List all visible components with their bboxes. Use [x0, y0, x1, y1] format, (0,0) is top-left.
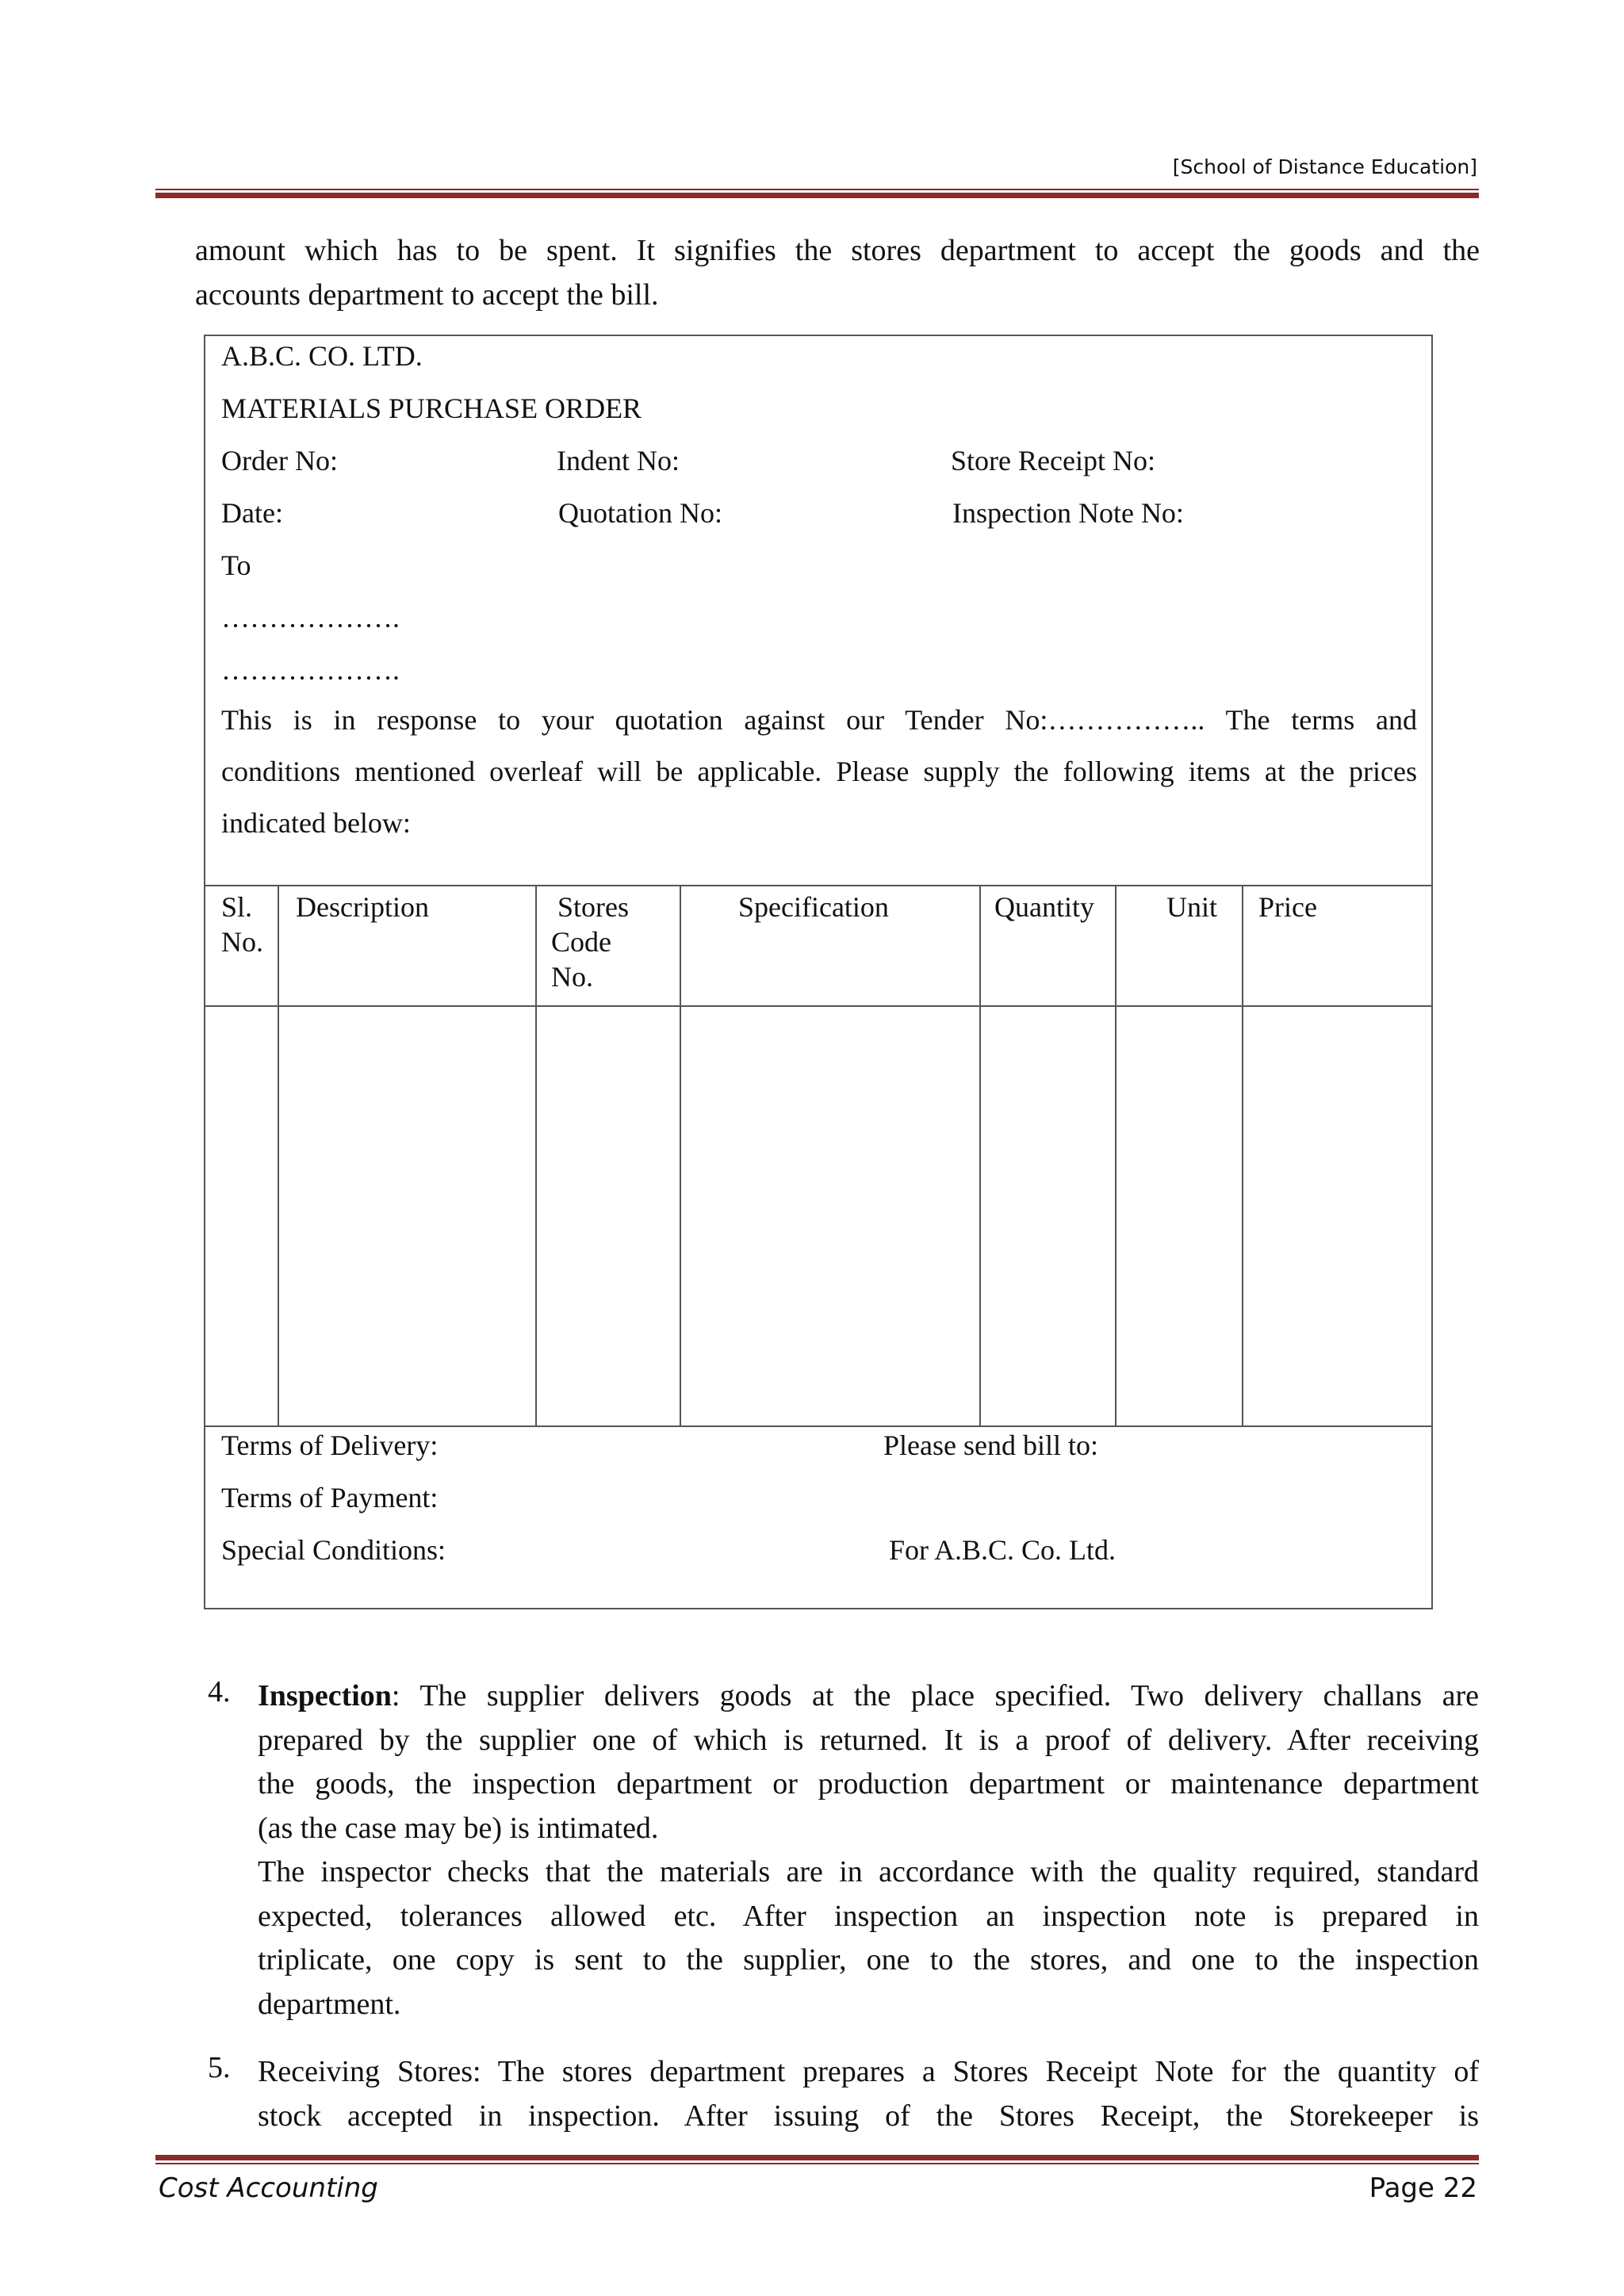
form-company: A.B.C. CO. LTD. — [221, 340, 423, 372]
th-stores-code-line-1: Stores — [557, 891, 629, 923]
table-top-line — [205, 885, 1431, 886]
footer-course-title: Cost Accounting — [159, 2172, 378, 2204]
th-sl-no — [221, 890, 263, 959]
terms-of-payment-label: Terms of Payment: — [221, 1482, 439, 1513]
th-stores-code-no — [551, 890, 629, 994]
response-line-1: This is in response to your quotation against our Tender No:…………….. The terms and — [221, 704, 1417, 736]
th-quantity: Quantity — [994, 891, 1094, 923]
quotation-no-label: Quotation No: — [558, 497, 722, 529]
th-stores-code-line-2: Code — [551, 926, 611, 958]
th-price: Price — [1258, 891, 1317, 923]
col-divider-6 — [1242, 885, 1243, 1427]
response-line-2: conditions mentioned overleaf will be applicable. Please supply the following items at the prices — [221, 756, 1417, 787]
col-divider-5 — [1115, 885, 1116, 1427]
th-description: Description — [296, 891, 429, 923]
inspection-line-8: department. — [258, 1987, 401, 2021]
col-divider-2 — [535, 885, 537, 1427]
response-line-3: indicated below: — [221, 807, 411, 839]
store-receipt-no-label: Store Receipt No: — [951, 445, 1155, 476]
th-unit: Unit — [1166, 891, 1218, 923]
please-send-bill-label: Please send bill to: — [883, 1429, 1098, 1461]
receiving-line-1: Receiving Stores: The stores department prepares a Stores Receipt Note for the quantity of — [258, 2055, 1479, 2088]
list-item-inspection — [258, 1674, 1479, 2026]
indent-no-label: Indent No: — [557, 445, 680, 476]
order-no-label: Order No: — [221, 445, 338, 476]
list-number-5: 5. — [208, 2051, 231, 2084]
address-dots-1: ………………. — [221, 602, 400, 633]
inspection-line-5: The inspector checks that the materials are in accordance with the quality required, standard — [258, 1855, 1479, 1888]
to-label: To — [221, 549, 251, 581]
footer-rule-thick — [155, 2155, 1479, 2160]
col-divider-3 — [680, 885, 681, 1427]
receiving-line-2: stock accepted in inspection. After issuing of the Stores Receipt, the Storekeeper is — [258, 2099, 1479, 2133]
col-divider-1 — [278, 885, 279, 1427]
date-label: Date: — [221, 497, 283, 529]
terms-of-delivery-label: Terms of Delivery: — [221, 1429, 439, 1461]
list-number-4: 4. — [208, 1675, 231, 1709]
th-specification: Specification — [738, 891, 889, 923]
inspection-line-6: expected, tolerances allowed etc. After inspection an inspection note is prepared in — [258, 1899, 1479, 1933]
for-company-signature: For A.B.C. Co. Ltd. — [889, 1534, 1116, 1566]
inspection-line-3: the goods, the inspection department or production department or maintenance department — [258, 1767, 1479, 1800]
table-header-bottom-line — [205, 1005, 1431, 1007]
footer-page-number: Page 22 — [1369, 2172, 1477, 2204]
response-text — [221, 695, 1417, 849]
intro-line-1: amount which has to be spent. It signifies the stores department to accept the goods and the — [195, 234, 1480, 267]
address-dots-2: ………………. — [221, 654, 400, 686]
running-header: [School of Distance Education] — [1172, 155, 1477, 178]
inspection-line-2: prepared by the supplier one of which is returned. It is a proof of delivery. After receiving — [258, 1723, 1479, 1757]
inspection-first-line-rest: : The supplier delivers goods at the place specified. Two delivery challans are — [391, 1679, 1479, 1712]
inspection-bold-lead: Inspection — [258, 1679, 392, 1712]
inspection-line-1 — [258, 1674, 1479, 1719]
table-bottom-line — [205, 1425, 1431, 1427]
th-stores-code-line-3: No. — [551, 961, 593, 993]
th-sl-no-line-1: Sl. — [221, 891, 253, 923]
footer-rule-thin — [155, 2163, 1479, 2164]
intro-paragraph — [195, 228, 1480, 317]
col-divider-4 — [979, 885, 981, 1427]
list-item-receiving-stores — [258, 2050, 1479, 2138]
header-rule-thick — [155, 193, 1479, 198]
form-title: MATERIALS PURCHASE ORDER — [221, 392, 642, 424]
purchase-order-form — [204, 335, 1433, 1609]
header-rule-thin — [155, 189, 1479, 190]
inspection-line-7: triplicate, one copy is sent to the supplier, one to the stores, and one to the inspection — [258, 1943, 1479, 1976]
th-sl-no-line-2: No. — [221, 926, 263, 958]
inspection-note-no-label: Inspection Note No: — [952, 497, 1184, 529]
special-conditions-label: Special Conditions: — [221, 1534, 446, 1566]
inspection-line-4: (as the case may be) is intimated. — [258, 1811, 659, 1845]
intro-line-2: accounts department to accept the bill. — [195, 278, 659, 312]
